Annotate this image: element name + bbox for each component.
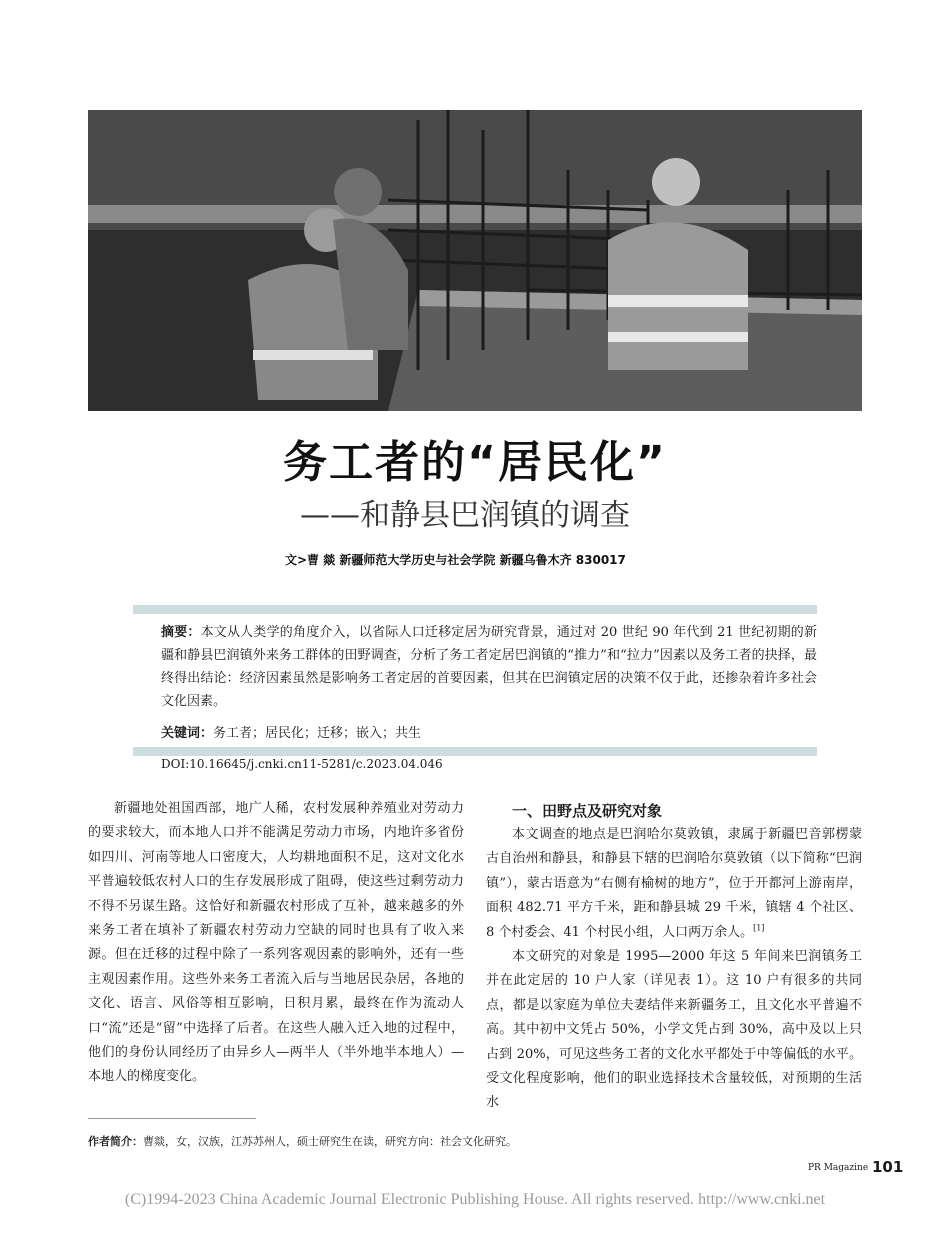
body-paragraph: 新疆地处祖国西部，地广人稀，农村发展种养殖业对劳动力的要求较大，而本地人口并不能满足劳动力市场，内地许多省份如四川、河南等地人口密度大，人均耕地面积不足，这对文化水平普遍较低农村人口的生存发展形成了阻碍，使这些过剩劳动力不得不另谋生路。这恰好和新疆农村形成了互补，越来越多的外来务工者在填补了新疆农村劳动力空缺的同时也具有了收入来源。但在迁移的过程中除了一系列客观因素的影响外，还有一些主观因素作用。这些外来务工者流入后与当地居民杂居，各地的文化、语言、风俗等相互影响，日积月累，最终在作为流动人口“流”还是“留”中选择了后者。在这些人融入迁入地的过程中，他们的身份认同经历了由异乡人—两半人（半外地半本地人）—本地人的梯度变化。 xyxy=(88,801,464,1085)
doi: DOI:10.16645/j.cnki.cn11-5281/c.2023.04.046 xyxy=(161,757,443,771)
article-title: 务工者的“居民化” xyxy=(283,437,667,488)
keywords-label: 关键词： xyxy=(161,726,214,741)
section1-para1: 本文调查的地点是巴润哈尔莫敦镇，隶属于新疆巴音郭楞蒙古自治州和静县，和静县下辖的巴润哈尔莫敦镇（以下简称“巴润镇”），蒙古语意为“右侧有榆树的地方”，位于开都河上游南岸，面积 482.71 平方千米，距和静县城 29 千米，镇辖 4 个社区、8 个村委会、41 个村民小组，人口两万余人。 xyxy=(486,827,862,940)
abstract-top-rule xyxy=(133,605,817,614)
footnote-label: 作者简介： xyxy=(88,1135,143,1148)
reference-marker: [1] xyxy=(753,923,765,933)
abstract-block xyxy=(133,621,817,713)
body-paragraph xyxy=(486,823,862,945)
abstract-bottom-rule xyxy=(133,747,817,756)
body-column-left xyxy=(88,797,464,1090)
abstract-text: 本文从人类学的角度介入，以省际人口迁移定居为研究背景，通过对 20 世纪 90 年代到 21 世纪初期的新疆和静县巴润镇外来务工群体的田野调查，分析了务工者定居巴润镇的“推力”和“拉力”因素以及务工者的抉择，最终得出结论：经济因素虽然是影响务工者定居的首要因素，但其在巴润镇定居的决策不仅于此，还掺杂着许多社会文化因素。 xyxy=(161,625,817,709)
section-heading: 一、田野点及研究对象 xyxy=(512,802,663,820)
body-column-right xyxy=(486,801,862,1116)
keywords-text: 务工者；居民化；迁移；嵌入；共生 xyxy=(213,726,422,741)
page-number: 101 xyxy=(872,1158,904,1176)
hero-photo xyxy=(88,110,862,411)
construction-scene-illustration xyxy=(88,110,862,411)
author-byline: 文>曹 燚 新疆师范大学历史与社会学院 新疆乌鲁木齐 830017 xyxy=(285,553,626,567)
author-footnote xyxy=(88,1133,517,1149)
footnote-rule xyxy=(88,1118,256,1119)
body-paragraph: 本文研究的对象是 1995—2000 年这 5 年间来巴润镇务工并在此定居的 10 户人家（详见表 1）。这 10 户有很多的共同点，都是以家庭为单位夫妻结伴来新疆务工，且文化水平普遍不高。其中初中文凭占 50%，小学文凭占到 30%，高中及以上只占到 20%，可见这些务工者的文化水平都处于中等偏低的水平。受文化程度影响，他们的职业选择技术含量较低，对预期的生活水 xyxy=(486,949,862,1111)
article-subtitle: ——和静县巴润镇的调查 xyxy=(300,498,630,533)
footnote-text: 曹燚，女，汉族，江苏苏州人，硕士研究生在读，研究方向：社会文化研究。 xyxy=(143,1135,517,1148)
copyright-line: (C)1994-2023 China Academic Journal Electronic Publishing House. All rights reserved. http://www.cnki.net xyxy=(124,1191,826,1208)
magazine-name: PR Magazine xyxy=(808,1163,869,1173)
abstract-label: 摘要： xyxy=(161,625,201,640)
keywords-line xyxy=(161,722,421,741)
